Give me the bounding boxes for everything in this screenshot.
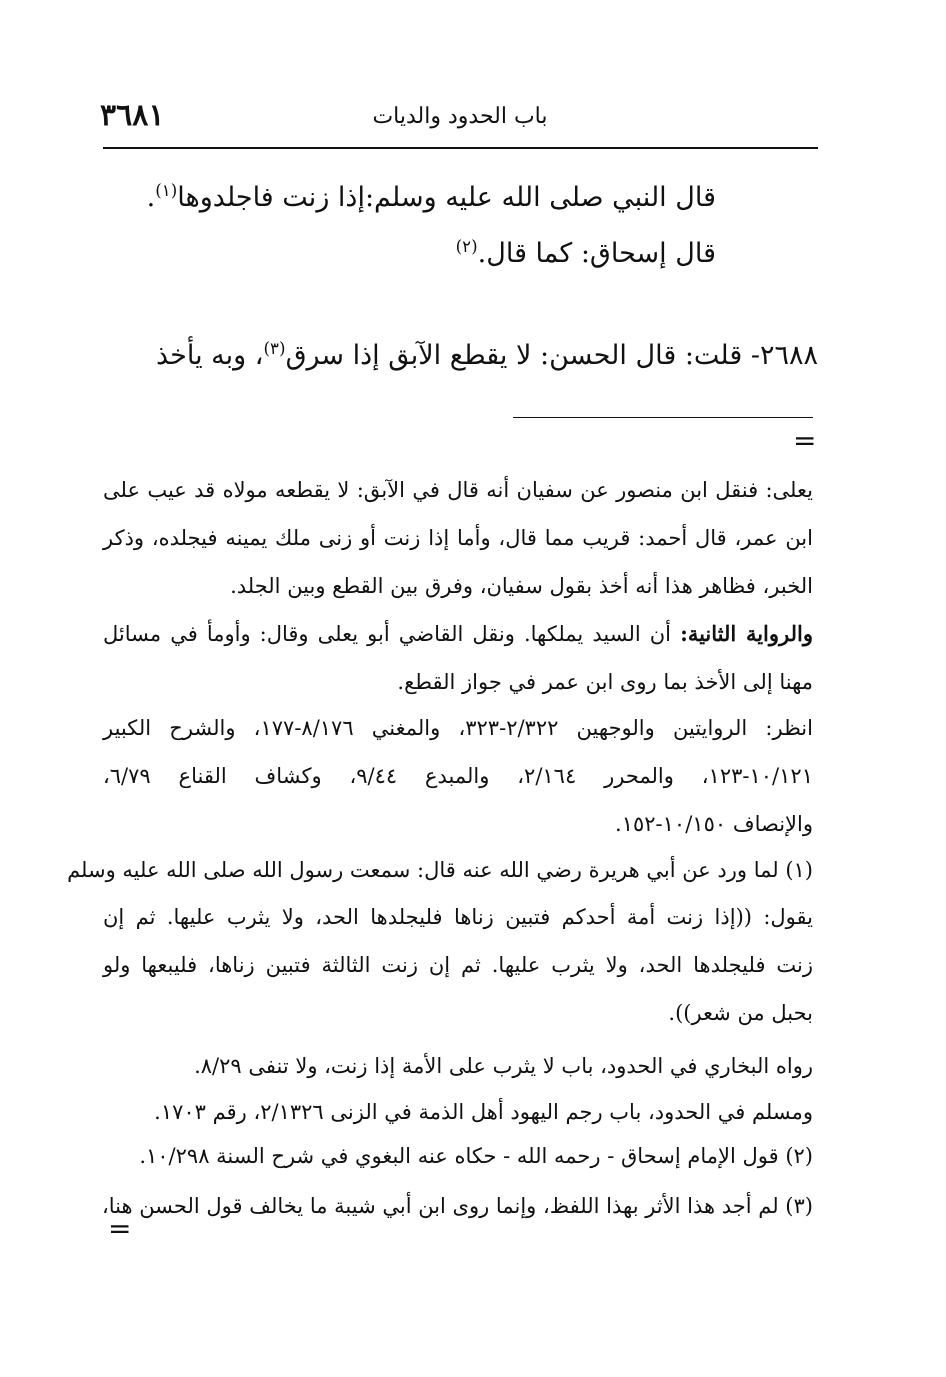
footnote-1-line: يقول: ((إذا زنت أمة أحدكم فتبين زناها فليجلدها الحد، ولا يثرب عليها. ثم إن xyxy=(103,905,813,929)
footnote-1-line: رواه البخاري في الحدود، باب لا يثرب على الأمة إذا زنت، ولا تنفى ٨/٢٩. xyxy=(194,1054,813,1078)
footnote-1-line: بحبل من شعر)). xyxy=(668,1001,813,1025)
main-line-2: قال إسحاق: كما قال.$^{(٢)}$ xyxy=(455,236,716,269)
footnote-1-line: (١) لما ورد عن أبي هريرة رضي الله عنه قال: سمعت رسول الله صلى الله عليه وسلم xyxy=(67,858,813,882)
footnote-1-line: ومسلم في الحدود، باب رجم اليهود أهل الذمة في الزنى ٢/١٣٢٦، رقم ١٧٠٣. xyxy=(154,1100,813,1124)
main-paragraph: ٢٦٨٨- قلت: قال الحسن: لا يقطع الآبق إذا سرق$^{(٣)}$، وبه يأخذ xyxy=(156,338,818,371)
note-line: ابن عمر، قال أحمد: قريب مما قال، وأما إذا زنت أو زنى ملك يمينه فيجلده، وذكر xyxy=(103,526,813,550)
note-line: والرواية الثانية: أن السيد يملكها. ونقل القاضي أبو يعلى وقال: وأومأ في مسائل xyxy=(103,621,813,646)
note-line: والإنصاف ١٠/١٥٠-١٥٢. xyxy=(615,812,813,836)
note-line: الخبر، فظاهر هذا أنه أخذ بقول سفيان، وفرق بين القطع وبين الجلد. xyxy=(230,574,813,598)
footnote-2: (٢) قول الإمام إسحاق - رحمه الله - حكاه عنه البغوي في شرح السنة ١٠/٢٩٨. xyxy=(139,1144,813,1168)
footnote-ref-1: (١) xyxy=(155,180,178,200)
continuation-mark-top: = xyxy=(793,424,817,457)
note-lead: والرواية الثانية: xyxy=(680,621,813,646)
footnote-3: (٣) لم أجد هذا الأثر بهذا اللفظ، وإنما روى ابن أبي شيبة ما يخالف قول الحسن هنا، xyxy=(101,1194,813,1218)
note-line: انظر: الروايتين والوجهين ٢/٣٢٢-٣٢٣، والمغني ٨/١٧٦-١٧٧، والشرح الكبير xyxy=(103,716,813,740)
page-number: ٣٦٨١ xyxy=(100,98,165,133)
footnote-ref-2: (٢) xyxy=(455,236,478,256)
header-rule xyxy=(103,147,818,149)
main-line-1: قال النبي صلى الله عليه وسلم:إذا زنت فاجلدوها$^{(١)}$. xyxy=(146,180,716,213)
footnote-ref-3: (٣) xyxy=(263,338,286,358)
footnote-separator xyxy=(513,417,813,418)
note-line: مهنا إلى الأخذ بما روى ابن عمر في جواز القطع. xyxy=(397,670,813,694)
note-line: ١٠/١٢١-١٢٣، والمحرر ٢/١٦٤، والمبدع ٩/٤٤، وكشاف القناع ٦/٧٩، xyxy=(103,764,813,788)
continuation-mark-bottom: = xyxy=(108,1212,132,1245)
footnote-1-line: زنت فليجلدها الحد، ولا يثرب عليها. ثم إن زنت الثالثة فتبين زناها، فليبعها ولو xyxy=(103,953,813,977)
note-line: يعلى: فنقل ابن منصور عن سفيان أنه قال في الآبق: لا يقطعه مولاه قد عيب على xyxy=(103,478,813,502)
running-title: باب الحدود والديات xyxy=(372,104,548,129)
